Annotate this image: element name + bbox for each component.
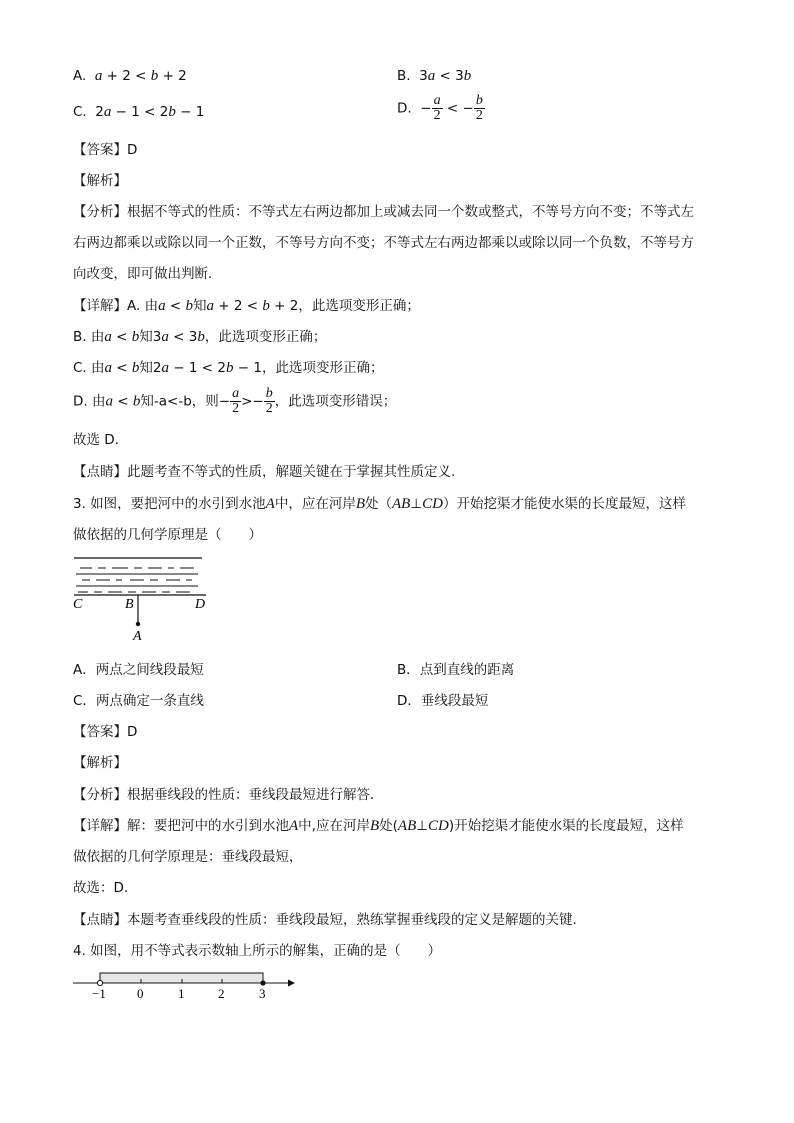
q2-xiangjie-d: D. 由a < b知-a<-b，则− $\frac{a}{2}$ >− $\frac{b}{2}$ ，此选项变形错误； [73, 386, 397, 416]
tick-label-neg1: −1 [92, 986, 106, 1001]
q2-option-a: A. a + 2 < b + 2 [73, 68, 187, 84]
q3-dianjing: 【点睛】本题考查垂线段的性质：垂线段最短，熟练掌握垂线段的定义是解题的关键. [73, 912, 577, 928]
q3-fenxi: 【分析】根据垂线段的性质：垂线段最短进行解答． [73, 787, 384, 803]
q2-fenxi-1: 【分析】根据不等式的性质：不等式左右两边都加上或减去同一个数或整式，不等号方向不变；不等式左 [73, 204, 694, 220]
fig-label-d: D [195, 597, 206, 612]
tick-label-0: 0 [137, 986, 144, 1001]
q2-fenxi-2: 右两边都乘以或除以同一个正数，不等号方向不变；不等式左右两边都乘以或除以同一个负数，不等号方 [73, 235, 694, 251]
q3-stem-1: 3. 如图，要把河中的水引到水池A中，应在河岸B处（AB⊥CD）开始挖渠才能使水渠的长度最短，这样 [73, 496, 686, 512]
q2-xiangjie-c: C. 由a < b知2a − 1 < 2b − 1，此选项变形正确； [73, 360, 384, 376]
q2-dianjing: 【点睛】此题考查不等式的性质，解题关键在于掌握其性质定义. [73, 464, 456, 480]
q2-option-c: C. 2a − 1 < 2b − 1 [73, 104, 205, 120]
q3-answer: 【答案】D [73, 724, 138, 740]
q3-stem-2: 做依据的几何学原理是（ ） [73, 527, 262, 543]
q2-xiangjie-b: B. 由a < b知3a < 3b，此选项变形正确； [73, 329, 327, 345]
q3-option-c: C．两点确定一条直线 [73, 693, 204, 709]
q2-option-b: B. 3a < 3b [397, 68, 472, 84]
q2-analysis-tag: 【解析】 [73, 173, 127, 189]
q2-answer: 【答案】D [73, 142, 138, 158]
q3-option-d: D．垂线段最短 [397, 693, 489, 709]
q4-number-line [70, 965, 300, 1005]
q4-stem: 4. 如图，用不等式表示数轴上所示的解集，正确的是（ ） [73, 943, 442, 959]
q2-fenxi-3: 向改变，即可做出判断． [73, 266, 222, 282]
q3-option-b: B．点到直线的距离 [397, 662, 515, 678]
q3-xiangjie-2: 做依据的几何学原理是：垂线段最短， [73, 849, 303, 865]
q3-guxuan: 故选：D. [73, 880, 129, 896]
q3-analysis-tag: 【解析】 [73, 755, 127, 771]
fig-label-c: C [73, 597, 83, 612]
fig-label-b: B [125, 597, 134, 612]
tick-label-2: 2 [218, 986, 225, 1001]
fig-label-a: A [133, 629, 142, 644]
q2-xiangjie-a: 【详解】A. 由a < b知a + 2 < b + 2，此选项变形正确； [73, 298, 420, 314]
q3-river-figure [70, 552, 220, 644]
q2-option-d: D. − $\frac{a}{2}$ < − $\frac{b}{2}$ [397, 93, 483, 123]
tick-label-3: 3 [259, 986, 266, 1001]
q3-xiangjie-1: 【详解】解：要把河中的水引到水池A中,应在河岸B处(AB⊥CD)开始挖渠才能使水渠的长度最短，这样 [73, 818, 684, 834]
tick-label-1: 1 [178, 986, 185, 1001]
q2-guxuan: 故选 D. [73, 432, 119, 448]
q3-option-a: A．两点之间线段最短 [73, 662, 204, 678]
